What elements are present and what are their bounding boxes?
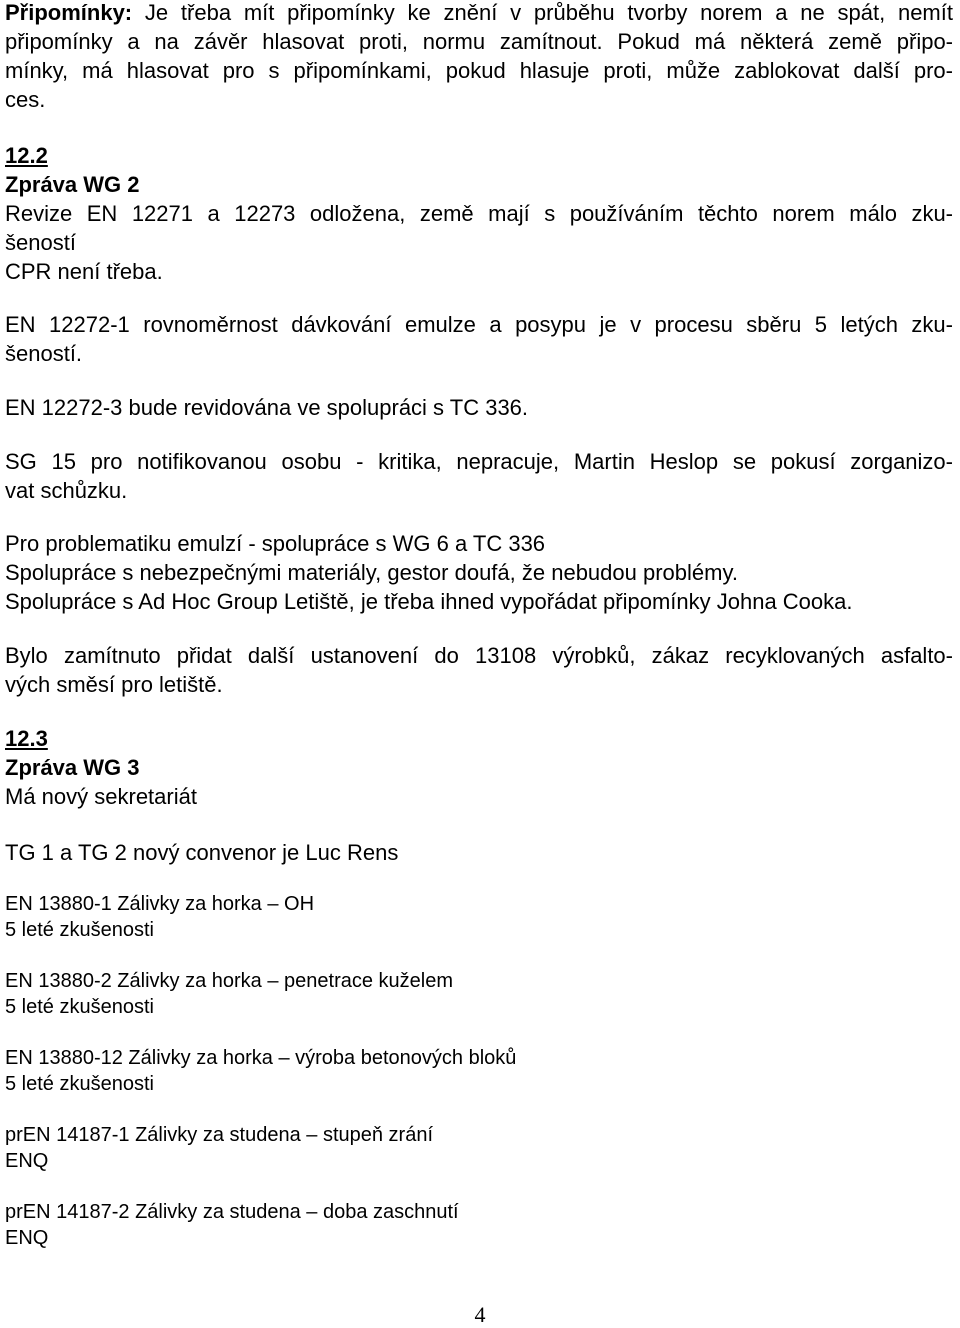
standard-status: 5 leté zkušenosti <box>5 1073 154 1095</box>
intro-label: Připomínky: <box>5 0 133 25</box>
document-page <box>5 0 953 1251</box>
section-12-2-p5 <box>5 529 953 616</box>
section-12-2-p2 <box>5 310 953 368</box>
standard-item <box>5 891 953 943</box>
standard-title: EN 13880-12 Zálivky za horka – výroba betonových bloků <box>5 1047 517 1069</box>
section-12-3-number: 12.3 <box>5 726 48 751</box>
section-12-3-convenor <box>5 838 953 867</box>
section-12-3-convenor-line: TG 1 a TG 2 nový convenor je Luc Rens <box>5 840 399 865</box>
section-12-2-title: Zpráva WG 2 <box>5 172 140 197</box>
standard-item <box>5 1199 953 1251</box>
intro-line-4: ces. <box>5 87 46 112</box>
standard-status: 5 leté zkušenosti <box>5 919 154 941</box>
standard-title: EN 13880-2 Zálivky za horka – penetrace kuželem <box>5 970 454 992</box>
section-12-2-p2-line-2: šeností. <box>5 341 83 366</box>
section-12-2-p6-line-2: vých směsí pro letiště. <box>5 672 223 697</box>
section-12-2-p4-line-1: SG 15 pro notifikovanou osobu - kritika, nepracuje, Martin Heslop se pokusí zorganizo- <box>5 449 953 474</box>
section-12-2-p1-line-2: šeností <box>5 230 76 255</box>
section-12-2-p6 <box>5 641 953 699</box>
section-12-2-p3 <box>5 393 953 422</box>
intro-line-1-text: Je třeba mít připomínky ke znění v průběhu tvorby norem a ne spát, nemít <box>132 0 953 25</box>
section-12-2-p2-line-1: EN 12272-1 rovnoměrnost dávkování emulze a posypu je v procesu sběru 5 letých zku- <box>5 312 953 337</box>
section-12-3-title: Zpráva WG 3 <box>5 755 140 780</box>
section-12-3 <box>5 724 953 811</box>
section-12-2-p6-line-1: Bylo zamítnuto přidat další ustanovení do 13108 výrobků, zákaz recyklovaných asfalto- <box>5 643 953 668</box>
section-12-2-number: 12.2 <box>5 143 48 168</box>
standard-status: 5 leté zkušenosti <box>5 996 154 1018</box>
standard-item <box>5 1122 953 1174</box>
intro-line-2: připomínky a na závěr hlasovat proti, normu zamítnout. Pokud má některá země připo- <box>5 29 953 54</box>
intro-line-1 <box>5 0 953 27</box>
section-12-2 <box>5 141 953 286</box>
section-12-3-secretariat: Má nový sekretariát <box>5 784 197 809</box>
page-number: 4 <box>474 1302 486 1327</box>
section-12-2-p3-line: EN 12272-3 bude revidována ve spolupráci s TC 336. <box>5 395 529 420</box>
intro-line-3: mínky, má hlasovat pro s připomínkami, pokud hlasuje proti, může zablokovat další pro- <box>5 58 953 83</box>
section-12-2-p5-line-1: Pro problematiku emulzí - spolupráce s WG 6 a TC 336 <box>5 531 546 556</box>
section-12-2-p5-line-2: Spolupráce s nebezpečnými materiály, gestor doufá, že nebudou problémy. <box>5 560 738 585</box>
standard-title: EN 13880-1 Zálivky za horka – OH <box>5 893 315 915</box>
standard-title: prEN 14187-2 Zálivky za studena – doba zaschnutí <box>5 1201 459 1223</box>
section-12-2-p1-line-1: Revize EN 12271 a 12273 odložena, země mají s používáním těchto norem málo zku- <box>5 201 953 226</box>
section-12-2-p5-line-3: Spolupráce s Ad Hoc Group Letiště, je třeba ihned vypořádat připomínky Johna Cooka. <box>5 589 853 614</box>
section-12-2-p4-line-2: vat schůzku. <box>5 478 128 503</box>
standard-status: ENQ <box>5 1150 49 1172</box>
standard-title: prEN 14187-1 Zálivky za studena – stupeň zrání <box>5 1124 434 1146</box>
section-12-2-p4 <box>5 447 953 505</box>
intro-paragraph <box>5 0 953 114</box>
standard-item <box>5 968 953 1020</box>
section-12-2-p1-line-3: CPR není třeba. <box>5 259 163 284</box>
standard-status: ENQ <box>5 1227 49 1249</box>
standard-item <box>5 1045 953 1097</box>
